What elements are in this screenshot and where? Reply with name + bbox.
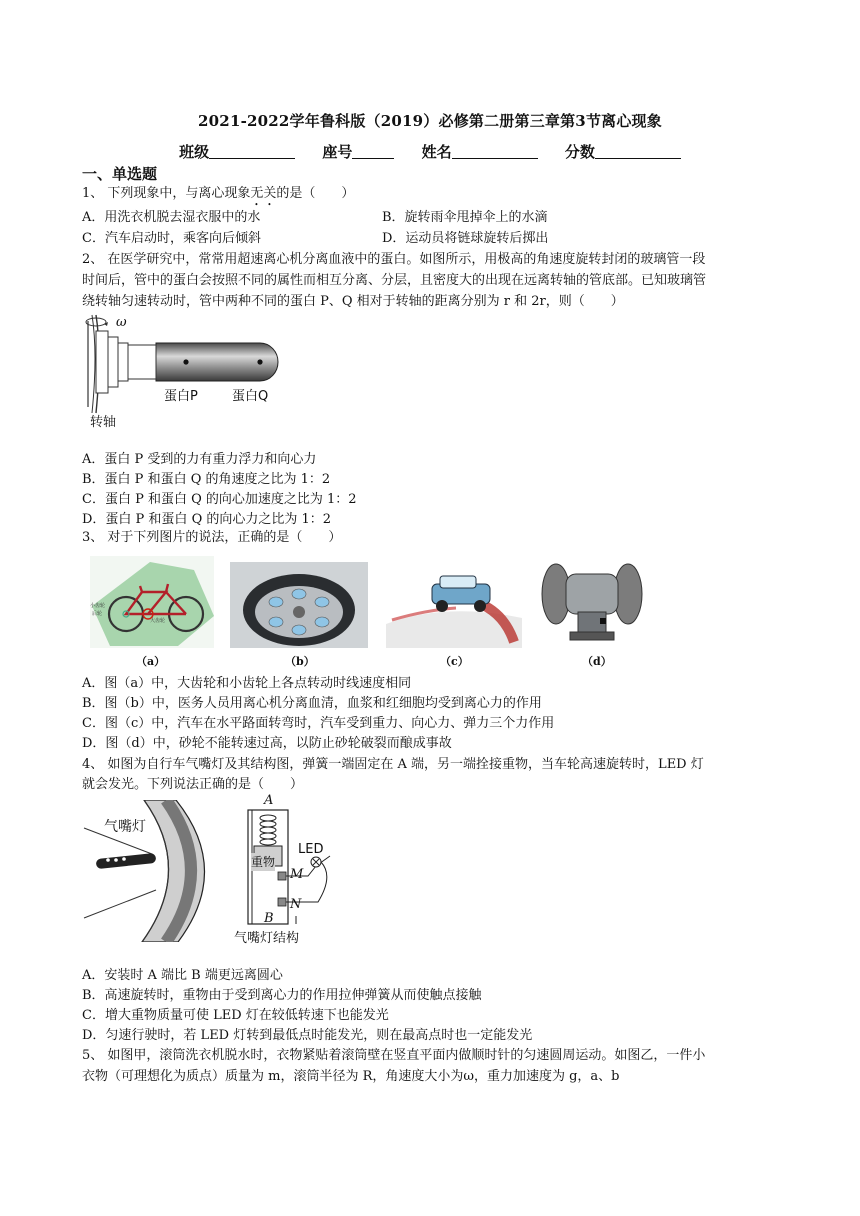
q3-option-d: D．图（d）中，砂轮不能转速过高，以防止砂轮破裂而酿成事故: [82, 736, 452, 751]
protein-p-dot: [183, 359, 188, 364]
seat-label: 座号: [322, 143, 353, 161]
q5-stem-line2: 衣物（可理想化为质点）质量为 m，滚筒半径为 R，角速度大小为ω，重力加速度为 g，a、b: [82, 1069, 620, 1084]
caption-a: （a）: [136, 655, 166, 668]
q4-option-c: C．增大重物质量可使 LED 灯在较低转速下也能发光: [82, 1008, 389, 1023]
valve-light-structure-figure: [230, 796, 340, 932]
q4-option-a: A．安装时 A 端比 B 端更远离圆心: [82, 968, 283, 983]
contact-n-label: N: [290, 897, 302, 912]
q1-option-c: C．汽车启动时，乘客向后倾斜: [82, 231, 261, 246]
score-field[interactable]: [565, 141, 681, 162]
valve-lamp-label: 气嘴灯: [104, 819, 146, 835]
centrifuge-machine-figure: [230, 562, 368, 648]
q4-option-b: B．高速旋转时，重物由于受到离心力的作用拉伸弹簧从而使触点接触: [82, 988, 482, 1003]
q2-option-a: A．蛋白 P 受到的力有重力浮力和向心力: [82, 452, 317, 467]
q4-stem-line1: 4、 如图为自行车气嘴灯及其结构图，弹簧一端固定在 A 端，另一端拴接重物，当车轮高速旋转时，LED 灯: [82, 757, 704, 772]
bicycle-figure: [90, 556, 214, 648]
q2-option-d: D．蛋白 P 和蛋白 Q 的向心力之比为 1：2: [82, 512, 332, 527]
q3-stem: 3、 对于下列图片的说法，正确的是（ ）: [82, 530, 342, 545]
q1-stem-part: 的是（ ）: [276, 186, 355, 201]
q3-option-b: B．图（b）中，医务人员用离心机分离血清，血浆和红细胞均受到离心力的作用: [82, 696, 542, 711]
bike-small-gear-label: 小齿轮: [90, 603, 106, 609]
q2-stem-line2: 时间后，管中的蛋白会按照不同的属性而相互分离、分层，且密度大的出现在远离转轴的管底部。已知玻璃管: [82, 273, 707, 288]
class-field[interactable]: [179, 141, 295, 162]
q1-option-d: D．运动员将链球旋转后掷出: [382, 231, 549, 246]
protein-p-label: 蛋白P: [164, 389, 198, 404]
q2-option-b: B．蛋白 P 和蛋白 Q 的角速度之比为 1：2: [82, 472, 331, 487]
q3-option-a: A．图（a）中，大齿轮和小齿轮上各点转动时线速度相同: [82, 676, 412, 691]
seat-field[interactable]: [322, 141, 394, 162]
q1-stem: [82, 185, 354, 209]
q4-stem-line2: 就会发光。下列说法正确的是（ ）: [82, 777, 304, 792]
q1-stem-part: 1、 下列现象中，与离心现象: [82, 186, 251, 201]
seat-blank[interactable]: [352, 144, 394, 159]
caption-c: （c）: [440, 655, 469, 668]
class-label: 班级: [179, 143, 210, 161]
protein-q-dot: [257, 359, 262, 364]
caption-d: （d）: [582, 655, 612, 668]
car-turning-figure: [386, 562, 522, 648]
q2-stem-line3: 绕转轴匀速转动时，管中两种不同的蛋白 P、Q 相对于转轴的距离分别为 r 和 2r，则（ ）: [82, 294, 624, 309]
led-label: LED: [298, 842, 324, 857]
axis-label: 转轴: [90, 415, 117, 430]
q4-option-d: D．匀速行驶时，若 LED 灯转到最低点时能发光，则在最高点时也一定能发光: [82, 1028, 533, 1043]
structure-caption: 气嘴灯结构: [234, 931, 300, 946]
name-field[interactable]: [422, 141, 538, 162]
q1-stem-emphasis: 无关: [250, 186, 277, 201]
grinding-wheel-figure: [540, 558, 644, 650]
score-blank[interactable]: [595, 144, 681, 159]
q5-stem-line1: 5、 如图甲，滚筒洗衣机脱水时，衣物紧贴着滚筒壁在竖直平面内做顺时针的匀速圆周运动。如图乙，一件小: [82, 1048, 706, 1063]
bike-big-gear-label: 大齿轮: [150, 618, 166, 624]
protein-q-label: 蛋白Q: [232, 389, 269, 404]
q1-option-a: A．用洗衣机脱去湿衣服中的水: [82, 210, 261, 225]
q3-option-c: C．图（c）中，汽车在水平路面转弯时，汽车受到重力、向心力、弹力三个力作用: [82, 716, 555, 731]
q2-option-c: C．蛋白 P 和蛋白 Q 的向心加速度之比为 1：2: [82, 492, 357, 507]
class-blank[interactable]: [209, 144, 295, 159]
bike-rear-wheel-label: 后轮: [92, 611, 103, 617]
structure-end-a-label: A: [264, 793, 274, 808]
valve-light-wheel-figure: [82, 800, 222, 942]
name-blank[interactable]: [452, 144, 538, 159]
document-title: 2021-2022学年鲁科版（2019）必修第二册第三章第3节离心现象: [198, 112, 662, 130]
q1-option-b: B．旋转雨伞甩掉伞上的水滴: [382, 210, 548, 225]
student-info-fields: [0, 141, 860, 162]
score-label: 分数: [564, 143, 595, 161]
name-label: 姓名: [421, 143, 452, 161]
q2-stem-line1: 2、 在医学研究中，常常用超速离心机分离血液中的蛋白。如图所示，用极高的角速度旋转封闭的玻璃管一段: [82, 252, 706, 267]
weight-label: 重物: [251, 855, 276, 869]
caption-b: （b）: [285, 655, 315, 668]
section-title: 一、单选题: [82, 165, 158, 183]
structure-end-b-label: B: [264, 911, 274, 926]
contact-m-label: M: [290, 867, 304, 882]
omega-label: ω: [116, 315, 127, 330]
